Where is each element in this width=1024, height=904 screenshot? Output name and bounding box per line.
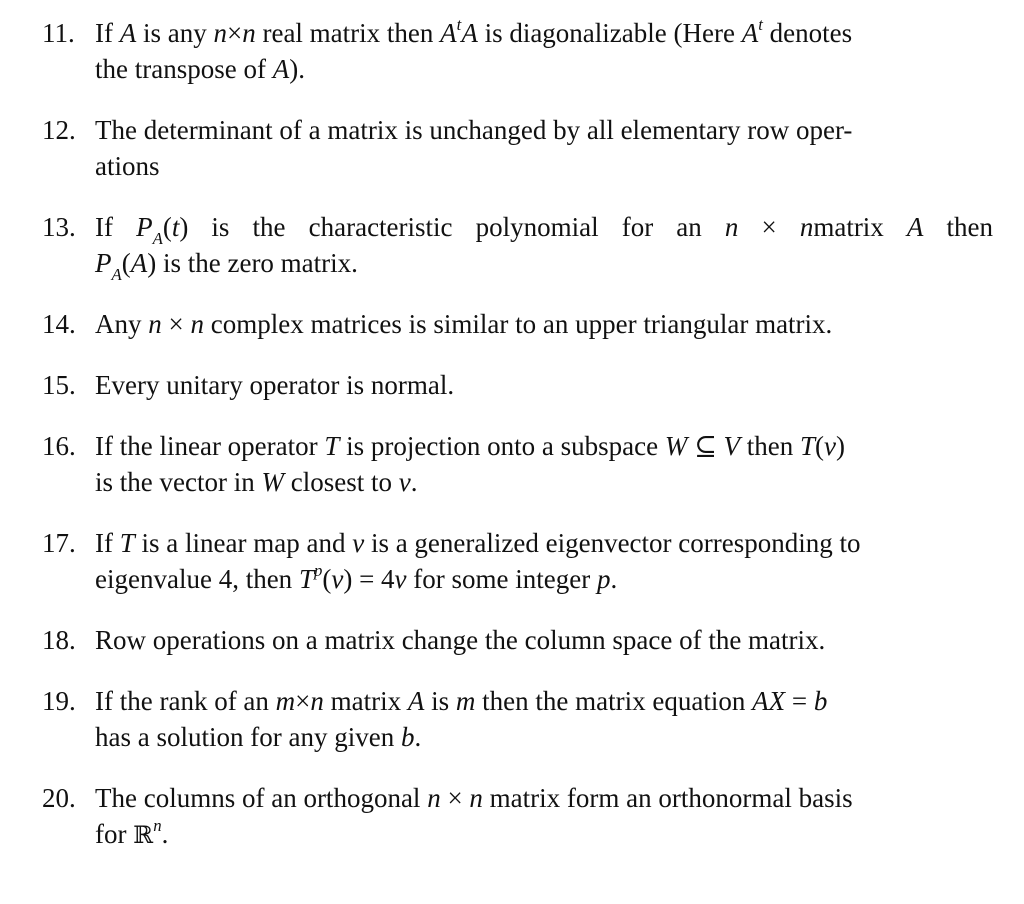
item-number: 12.	[42, 115, 76, 145]
item-text	[95, 683, 993, 755]
item-text	[95, 780, 993, 853]
item-number: 20.	[42, 783, 76, 813]
item-line: is the vector in W closest to v.	[95, 467, 418, 497]
item-line: for ℝ$^n$.	[95, 815, 169, 849]
item-line: has a solution for any given b.	[95, 722, 422, 752]
item-text	[95, 367, 993, 403]
item-line: eigenvalue 4, then $T^p(v) = 4v$ for some integer p.	[95, 560, 618, 594]
item-text	[95, 112, 993, 184]
item-line: $P_A(A)$ is the zero matrix.	[95, 248, 358, 285]
item-line: If the linear operator T is projection onto a subspace W ⊆ V then T(v)	[95, 431, 845, 461]
item-text	[95, 209, 994, 285]
item-number: 11.	[42, 18, 75, 48]
item-number: 18.	[42, 625, 76, 655]
item-line: the transpose of A).	[95, 54, 305, 84]
item-text	[95, 622, 993, 658]
item-line: Row operations on a matrix change the column space of the matrix.	[95, 625, 826, 655]
item-line: If $P_A(t)$ is the characteristic polynomial for an n × nmatrix A then	[95, 212, 994, 249]
item-text	[95, 428, 993, 500]
item-number: 17.	[42, 528, 76, 558]
item-number: 14.	[42, 309, 76, 339]
item-text	[95, 525, 993, 597]
item-text	[95, 15, 993, 87]
item-line: If T is a linear map and v is a generalized eigenvector corresponding to	[95, 528, 861, 558]
item-line: Every unitary operator is normal.	[95, 370, 455, 400]
item-line: Any n × n complex matrices is similar to an upper triangular matrix.	[95, 309, 833, 339]
item-number: 15.	[42, 370, 76, 400]
item-line: The columns of an orthogonal n × n matrix form an orthonormal basis	[95, 783, 853, 813]
item-text	[95, 306, 993, 342]
item-line: If the rank of an m×n matrix A is m then the matrix equation AX = b	[95, 686, 828, 716]
item-line: If A is any n×n real matrix then $A^tA$ is diagonalizable (Here $A^t$ denotes	[95, 14, 853, 48]
item-number: 19.	[42, 686, 76, 716]
item-line: The determinant of a matrix is unchanged by all elementary row oper-	[95, 115, 853, 145]
item-number: 16.	[42, 431, 76, 461]
item-line: ations	[95, 151, 160, 181]
item-number: 13.	[42, 212, 76, 242]
